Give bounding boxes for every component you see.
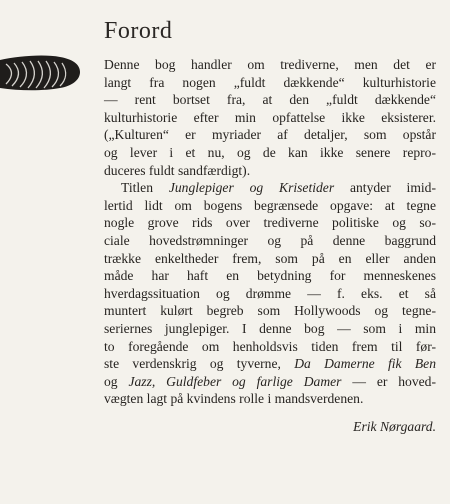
text-line xyxy=(104,373,436,391)
text-span: Titlen xyxy=(121,180,169,196)
text-line: („Kulturen“ er myriader af detaljer, som opstår xyxy=(104,127,436,143)
text-line: langt fra nogen „fuldt dækkende“ kulturhistorie xyxy=(104,74,436,90)
text-line xyxy=(104,179,436,197)
signature-text: Erik Nørgaard. xyxy=(353,418,436,434)
text-span: og xyxy=(104,373,129,389)
author-signature xyxy=(104,418,436,436)
text-span: antyder imid- xyxy=(334,180,437,196)
text-line: muntert kulørt begreb som Hollywoods og tegne- xyxy=(104,303,436,319)
book-title-italic: Junglepiger og Krisetider xyxy=(168,180,335,196)
ink-stroke-ornament xyxy=(0,50,84,96)
text-line: vægten lagt på kvindens rolle i mandsverdenen. xyxy=(104,391,364,407)
paragraph-1 xyxy=(104,56,436,179)
text-line: måde har haft en betydning for menneskenes xyxy=(104,268,436,284)
text-line: Denne bog handler om trediverne, men det er xyxy=(104,57,436,72)
text-span: — er hoved- xyxy=(341,373,436,389)
preface-text xyxy=(104,56,436,435)
text-line: hverdagssituation og drømme — f. eks. et så xyxy=(104,285,436,301)
text-span: ste verdenskrig og tyverne, xyxy=(104,356,295,372)
book-title-italic: Jazz, Guldfeber og farlige Damer xyxy=(128,373,342,389)
text-line: kulturhistorie efter min opfattelse ikke eksisterer. xyxy=(104,109,436,125)
text-line: — rent bortset fra, at den „fuldt dækkende“ xyxy=(104,92,436,108)
text-line: to foregående om henholdsvis tiden frem til før- xyxy=(104,338,436,354)
text-line: ciale hovedstrømninger og på denne baggrund xyxy=(104,232,436,248)
text-line: nogle grove rids over trediverne politiske og so- xyxy=(104,215,436,231)
text-line xyxy=(104,355,436,373)
text-line: lertid lidt om bogens begrænsede opgave: at tegne xyxy=(104,197,436,213)
page-title: Forord xyxy=(104,18,173,44)
book-title-italic: Da Damerne fik Ben xyxy=(294,356,436,372)
text-line: og lever i et nu, og de kan ikke senere repro- xyxy=(104,144,436,160)
text-line: seriernes junglepiger. I denne bog — som i min xyxy=(104,320,436,336)
paragraph-2 xyxy=(104,179,436,408)
text-line: trække enkeltheder frem, som på en eller anden xyxy=(104,250,436,266)
text-line: duceres fuldt sandfærdigt). xyxy=(104,162,251,178)
